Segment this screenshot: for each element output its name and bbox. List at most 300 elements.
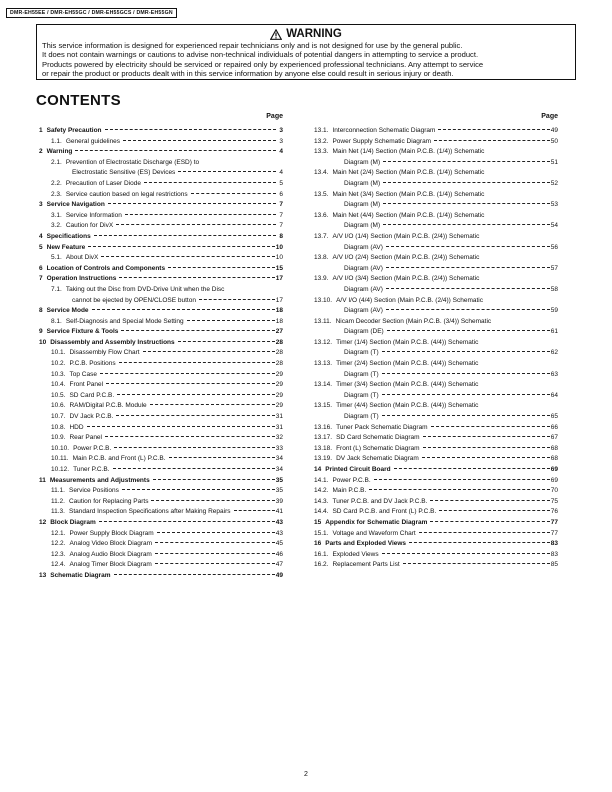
toc-entry-number: 11.1. (51, 487, 65, 495)
toc-entry[interactable] (36, 243, 283, 254)
toc-entry-title: Service Navigation (46, 201, 105, 209)
toc-entry-number: 13.2. (314, 137, 329, 145)
toc-entry-title: Prevention of Electrostatic Discharge (ESD) to (65, 158, 200, 166)
toc-entry-title: P.C.B. Positions (69, 360, 116, 368)
toc-entry-page: 41 (275, 508, 283, 516)
toc-entry[interactable] (311, 476, 558, 487)
toc-entry[interactable] (311, 147, 558, 168)
toc-entry-title: Location of Controls and Components (46, 264, 166, 272)
toc-entry-number: 10.9. (51, 434, 66, 442)
toc-entry-number: 2.1. (51, 158, 62, 166)
toc-entry[interactable] (311, 529, 558, 540)
toc-entry[interactable] (311, 497, 558, 508)
toc-entry-number: 13.15. (314, 402, 333, 410)
toc-entry[interactable] (36, 423, 283, 434)
toc-entry-title: Service caution based on legal restrictions (65, 190, 188, 198)
toc-entry-number: 14.4. (314, 508, 329, 516)
warning-line: or repair the product or products dealt with in this service information by anyone else could result in serious injury or death. (42, 68, 454, 78)
warning-line: This service information is designed for experienced repair technicians only and is not designed for use by the general public. (42, 41, 463, 50)
toc-entry[interactable] (36, 221, 283, 232)
toc-entry[interactable] (36, 285, 283, 306)
toc-entry-title: Analog Video Block Diagram (69, 540, 153, 548)
toc-entry-number: 13.14. (314, 381, 333, 389)
toc-entry-title: Voltage and Waveform Chart (332, 529, 416, 537)
dot-leader (386, 288, 550, 289)
toc-entry[interactable] (36, 317, 283, 328)
toc-entry-title: Diagram (T) (344, 391, 379, 399)
dot-leader (382, 394, 550, 395)
toc-entry[interactable] (36, 306, 283, 317)
toc-entry-title: Power Supply Block Diagram (69, 529, 154, 537)
toc-entry-page: 46 (275, 550, 283, 558)
toc-entry[interactable] (36, 211, 283, 222)
toc-entry[interactable] (311, 359, 558, 380)
toc-entry-number: 10.2. (51, 360, 66, 368)
toc-entry-title: Specifications (46, 232, 91, 240)
toc-entry[interactable] (36, 338, 283, 349)
toc-entry[interactable] (36, 433, 283, 444)
dot-leader (168, 267, 275, 268)
toc-entry[interactable] (36, 232, 283, 243)
toc-entry-number: 10.8. (51, 423, 66, 431)
warning-line: Products powered by electricity should be serviced or repaired only by experienced professional technicians. Any attempt to service (42, 59, 484, 69)
toc-entry-number: 16.2. (314, 561, 329, 569)
toc-entry[interactable] (36, 264, 283, 275)
toc-entry[interactable] (36, 190, 283, 201)
dot-leader (431, 426, 550, 427)
toc-entry-number: 7.1. (51, 285, 62, 293)
page-column-header: Page (541, 113, 558, 120)
dot-leader (386, 267, 550, 268)
toc-entry-title: Main P.C.B. and Front (L) P.C.B. (72, 455, 166, 463)
toc-entry[interactable] (36, 126, 283, 137)
toc-entry-page: 10 (275, 254, 283, 262)
toc-entry[interactable] (36, 401, 283, 412)
toc-entry-title: Nicam Decoder Section (Main P.C.B. (3/4)) Schematic (335, 317, 492, 325)
toc-entry-title: About DivX (65, 254, 99, 262)
toc-left-column (36, 111, 283, 582)
dot-leader (422, 457, 550, 458)
dot-leader (116, 224, 276, 225)
toc-entry-number: 1 (39, 127, 43, 134)
toc-entry-title: Diagram (T) (344, 349, 379, 357)
toc-entry-page: 5 (279, 179, 283, 187)
toc-entry-number: 8 (39, 307, 43, 315)
warning-box (36, 24, 576, 80)
dot-leader (419, 532, 550, 533)
toc-entry[interactable] (311, 232, 558, 253)
toc-entry[interactable] (36, 137, 283, 148)
toc-entry-title: Printed Circuit Board (325, 466, 391, 473)
toc-entry-title: A/V I/O (4/4) Section (Main P.C.B. (2/4)) Schematic (336, 296, 483, 304)
toc-entry-page: 6 (279, 190, 283, 198)
toc-entry-number: 13.17. (314, 434, 333, 442)
toc-entry-page: 17 (275, 296, 283, 304)
toc-entry-number: 10.7. (51, 413, 66, 421)
toc-entry[interactable] (311, 433, 558, 444)
dot-leader (108, 203, 276, 204)
toc-entry-page: 59 (550, 307, 558, 315)
toc-entry[interactable] (36, 380, 283, 391)
dot-leader (382, 415, 550, 416)
toc-entry-page: 31 (275, 423, 283, 431)
warning-heading (42, 27, 570, 41)
toc-entry-title: Precaution of Laser Diode (65, 179, 141, 187)
toc-entry-title: Diagram (M) (344, 179, 381, 187)
dot-leader (178, 171, 276, 172)
toc-entry[interactable] (36, 359, 283, 370)
toc-entry-page: 4 (279, 148, 283, 156)
toc-entry-page: 43 (275, 518, 283, 526)
toc-entry[interactable] (311, 507, 558, 518)
dot-leader (153, 479, 275, 480)
toc-entry-number: 3.1. (51, 211, 62, 219)
toc-entry[interactable] (311, 338, 558, 359)
toc-entry-number: 11.2. (51, 497, 65, 505)
toc-entry[interactable] (311, 317, 558, 338)
toc-entry-page: 50 (550, 137, 558, 145)
toc-entry-number: 10.4. (51, 381, 66, 389)
toc-entry[interactable] (36, 486, 283, 497)
toc-entry-title: Safety Precaution (46, 127, 102, 134)
dot-leader (430, 500, 549, 501)
toc-entry-title: A/V I/O (3/4) Section (Main P.C.B. (2/4)) Schematic (332, 275, 480, 283)
dot-leader (119, 362, 275, 363)
toc-entry-number: 10.12. (51, 466, 70, 473)
toc-entry-title: Service Mode (46, 307, 89, 315)
toc-entry[interactable] (36, 147, 283, 158)
toc-entry-title: Analog Audio Block Diagram (69, 550, 152, 558)
toc-entry[interactable] (311, 274, 558, 295)
toc-entry[interactable] (311, 560, 558, 571)
toc-entry-title: Diagram (M) (344, 158, 381, 166)
toc-entry-title: Warning (46, 148, 73, 156)
toc-entry-number: 10.1. (51, 349, 66, 357)
toc-entry-page: 35 (275, 476, 283, 484)
toc-entry-page: 43 (275, 529, 283, 537)
toc-entry-page: 54 (550, 222, 558, 230)
dot-leader (382, 351, 550, 352)
dot-leader (386, 309, 550, 310)
dot-leader (187, 320, 275, 321)
toc-entry-page: 68 (550, 444, 558, 452)
toc-entry-page: 57 (550, 264, 558, 272)
toc-entry-title: Diagram (AV) (344, 307, 383, 315)
toc-entry-number: 5.1. (51, 254, 62, 262)
toc-entry-title: HDD (69, 423, 84, 431)
toc-entry-number: 4 (39, 232, 43, 240)
toc-entry-number: 3 (39, 201, 43, 209)
toc-entry-title: A/V I/O (2/4) Section (Main P.C.B. (2/4)) Schematic (332, 254, 480, 262)
toc-entry[interactable] (36, 348, 283, 359)
toc-entry-title: Service Fixture & Tools (46, 328, 119, 336)
toc-entry-number: 13.10. (314, 296, 333, 304)
toc-list-right (311, 126, 558, 571)
dot-leader (155, 542, 275, 543)
warning-title: WARNING (286, 28, 342, 40)
toc-entry-page: 70 (550, 487, 558, 495)
dot-leader (383, 224, 550, 225)
toc-entry-number: 2.2. (51, 179, 62, 187)
toc-entry-title: Diagram (T) (344, 413, 379, 421)
toc-entry-title: DV Jack Schematic Diagram (336, 455, 419, 463)
toc-entry-title: DV Jack P.C.B. (69, 413, 114, 421)
dot-leader (150, 404, 275, 405)
toc-entry-number: 13.5. (314, 190, 329, 198)
toc-entry-page: 62 (550, 349, 558, 357)
toc-entry-page: 52 (550, 179, 558, 187)
toc-entry-page: 33 (275, 444, 283, 452)
toc-entry[interactable] (36, 518, 283, 529)
toc-entry-number: 12.4. (51, 561, 66, 569)
toc-entry-number: 11 (39, 476, 46, 484)
toc-entry-page: 27 (275, 328, 283, 336)
toc-entry-page: 85 (550, 561, 558, 569)
dot-leader (434, 140, 550, 141)
toc-entry-page: 83 (550, 550, 558, 558)
toc-entry[interactable] (311, 518, 558, 529)
toc-entry-page: 45 (275, 540, 283, 548)
toc-entry[interactable] (36, 391, 283, 402)
toc-entry-number: 13.6. (314, 211, 329, 219)
dot-leader (101, 256, 274, 257)
toc-entry[interactable] (36, 560, 283, 571)
dot-leader (119, 277, 274, 278)
toc-entry-title: Electrostatic Sensitive (ES) Devices (72, 169, 176, 177)
toc-entry-title: SD Card P.C.B. and Front (L) P.C.B. (332, 508, 437, 516)
toc-entry-title: Taking out the Disc from DVD-Drive Unit when the Disc (65, 285, 225, 293)
dot-leader (423, 436, 550, 437)
toc-entry-number: 8.1. (51, 317, 62, 325)
dot-leader (114, 447, 275, 448)
toc-entry-page: 7 (279, 201, 283, 209)
toc-entry[interactable] (36, 444, 283, 455)
toc-entry-page: 10 (275, 243, 283, 251)
toc-entry[interactable] (311, 423, 558, 434)
toc-entry-page: 7 (279, 211, 283, 219)
toc-entry-title: Front Panel (69, 381, 104, 389)
toc-entry-title: New Feature (46, 243, 86, 251)
toc-entry-number: 13.13. (314, 360, 333, 368)
toc-entry-number: 15 (314, 518, 322, 526)
toc-entry-number: 14 (314, 466, 322, 473)
dot-leader (151, 500, 274, 501)
toc-entry-number: 6 (39, 264, 43, 272)
toc-entry-number: 3.2. (51, 222, 62, 230)
toc-entry[interactable] (36, 539, 283, 550)
page-column-header: Page (266, 113, 283, 120)
toc-entry[interactable] (311, 465, 558, 476)
toc-entry-number: 7 (39, 275, 43, 283)
toc-entry[interactable] (36, 200, 283, 211)
toc-entry[interactable] (36, 274, 283, 285)
dot-leader (199, 299, 275, 300)
toc-entry-title: Tuner Pack Schematic Diagram (336, 423, 428, 431)
toc-entry-number: 13 (39, 571, 47, 579)
model-header-label: DMR-EH55EE / DMR-EH55GC / DMR-EH55GCS / DMR-EH55GN (6, 8, 177, 18)
toc-entry-page: 3 (279, 127, 283, 134)
toc-entry[interactable] (36, 529, 283, 540)
dot-leader (92, 309, 275, 310)
toc-entry-title: Main Net (4/4) Section (Main P.C.B. (1/4)) Schematic (332, 211, 485, 219)
toc-entry[interactable] (36, 454, 283, 465)
toc-entry-title: A/V I/O (1/4) Section (Main P.C.B. (2/4)) Schematic (332, 232, 480, 240)
toc-entry[interactable] (311, 550, 558, 561)
toc-entry[interactable] (36, 327, 283, 338)
toc-entry-page: 77 (550, 518, 558, 526)
toc-entry-title: Appendix for Schematic Diagram (325, 518, 428, 526)
dot-leader (178, 341, 275, 342)
toc-entry-number: 5 (39, 243, 43, 251)
toc-entry-page: 66 (550, 423, 558, 431)
toc-entry-title: Rear Panel (69, 434, 102, 442)
toc-entry[interactable] (36, 507, 283, 518)
toc-entry[interactable] (311, 380, 558, 401)
toc-entry-number: 13.7. (314, 232, 329, 240)
warning-line: It does not contain warnings or cautions to advise non-technical individuals of potential dangers in attempting to service a product. (42, 50, 479, 60)
dot-leader (234, 510, 275, 511)
toc-entry[interactable] (36, 465, 283, 476)
dot-leader (105, 436, 275, 437)
toc-entry-page: 29 (275, 381, 283, 389)
toc-entry-page: 39 (275, 497, 283, 505)
toc-entry-number: 15.1. (314, 529, 329, 537)
toc-entry-title: Replacement Parts List (332, 561, 400, 569)
toc-entry-title: Main Net (1/4) Section (Main P.C.B. (1/4)) Schematic (332, 148, 485, 156)
dot-leader (114, 574, 275, 575)
dot-leader (143, 351, 275, 352)
toc-entry-number: 16 (314, 540, 322, 548)
dot-leader (157, 532, 275, 533)
toc-entry[interactable] (36, 370, 283, 381)
toc-entry-page: 69 (550, 466, 558, 473)
dot-leader (122, 489, 275, 490)
dot-leader (374, 479, 550, 480)
toc-entry-title: Self-Diagnosis and Special Mode Setting (65, 317, 184, 325)
toc-entry[interactable] (311, 486, 558, 497)
toc-entry-number: 14.3. (314, 497, 329, 505)
toc-entry-page: 69 (550, 476, 558, 484)
toc-entry[interactable] (311, 444, 558, 455)
toc-entry[interactable] (36, 179, 283, 190)
warning-triangle-icon (270, 29, 282, 40)
toc-entry-title: Diagram (AV) (344, 285, 383, 293)
toc-entry[interactable] (311, 539, 558, 550)
dot-leader (169, 457, 275, 458)
toc-entry-page: 18 (275, 317, 283, 325)
toc-entry-page: 3 (279, 137, 283, 145)
toc-entry[interactable] (311, 296, 558, 317)
toc-entry-page: 29 (275, 391, 283, 399)
toc-entry-title: Exploded Views (332, 550, 379, 558)
toc-right-column (311, 111, 558, 571)
toc-entry-title: Timer (3/4) Section (Main P.C.B. (4/4)) Schematic (336, 381, 479, 389)
toc-entry-title: Diagram (T) (344, 370, 379, 378)
dot-leader (125, 214, 276, 215)
toc-entry[interactable] (311, 211, 558, 232)
toc-entry-page: 29 (275, 402, 283, 410)
toc-entry-title: Main P.C.B. (332, 487, 367, 495)
toc-entry-title: Interconnection Schematic Diagram (332, 127, 436, 134)
toc-entry-title: Standard Inspection Specifications after Making Repairs (68, 508, 231, 516)
toc-entry-number: 13.16. (314, 423, 333, 431)
toc-entry-page: 56 (550, 243, 558, 251)
toc-entry[interactable] (311, 137, 558, 148)
toc-entry[interactable] (36, 412, 283, 423)
toc-entry[interactable] (311, 190, 558, 211)
dot-leader (88, 246, 274, 247)
toc-entry-page: 75 (550, 497, 558, 505)
toc-entry[interactable] (311, 253, 558, 274)
toc-entry-number: 13.11. (314, 317, 332, 325)
toc-entry-title: Front (L) Schematic Diagram (336, 444, 420, 452)
toc-entry-page: 15 (275, 264, 283, 272)
toc-entry-title: General guidelines (65, 137, 121, 145)
dot-leader (430, 521, 549, 522)
contents-title: CONTENTS (36, 92, 121, 109)
dot-leader (117, 394, 275, 395)
toc-entry-page: 29 (275, 370, 283, 378)
toc-entry[interactable] (311, 126, 558, 137)
toc-entry-number: 13.12. (314, 338, 333, 346)
toc-entry-number: 10.10. (51, 444, 70, 452)
toc-entry[interactable] (311, 401, 558, 422)
toc-entry-number: 13.8. (314, 254, 329, 262)
toc-entry-number: 10.5. (51, 391, 66, 399)
toc-entry[interactable] (36, 158, 283, 179)
toc-entry-page: 28 (275, 360, 283, 368)
toc-entry-number: 2.3. (51, 190, 62, 198)
toc-entry-title: Measurements and Adjustments (49, 476, 150, 484)
dot-leader (439, 510, 549, 511)
toc-entry-title: Service Information (65, 211, 122, 219)
dot-leader (382, 553, 550, 554)
toc-entry-number: 16.1. (314, 550, 329, 558)
toc-entry[interactable] (36, 571, 283, 582)
toc-entry-number: 13.4. (314, 169, 329, 177)
dot-leader (383, 182, 550, 183)
toc-entry[interactable] (36, 497, 283, 508)
toc-entry-page: 76 (550, 508, 558, 516)
dot-leader (438, 129, 549, 130)
toc-entry-page: 8 (279, 232, 283, 240)
toc-entry-title: Diagram (M) (344, 201, 381, 209)
toc-entry-title: Power P.C.B. (332, 476, 371, 484)
dot-leader (409, 542, 550, 543)
dot-leader (394, 468, 550, 469)
toc-entry-title: Diagram (M) (344, 222, 381, 230)
toc-entry[interactable] (36, 253, 283, 264)
dot-leader (191, 193, 276, 194)
toc-entry-title: Top Case (69, 370, 97, 378)
toc-entry[interactable] (311, 454, 558, 465)
toc-entry-page: 63 (550, 370, 558, 378)
toc-entry-title: Analog Timer Block Diagram (69, 561, 152, 569)
toc-entry-title: Timer (1/4) Section (Main P.C.B. (4/4)) Schematic (336, 338, 479, 346)
toc-entry-number: 10.3. (51, 370, 66, 378)
toc-entry-page: 49 (275, 571, 283, 579)
toc-entry-number: 10.6. (51, 402, 66, 410)
page-number: 2 (304, 771, 308, 778)
toc-entry-page: 47 (275, 561, 283, 569)
toc-entry[interactable] (36, 476, 283, 487)
toc-entry-page: 61 (550, 328, 558, 336)
dot-leader (99, 521, 275, 522)
toc-entry-page: 58 (550, 285, 558, 293)
toc-entry[interactable] (36, 550, 283, 561)
toc-entry-title: Block Diagram (50, 518, 96, 526)
toc-entry[interactable] (311, 168, 558, 189)
